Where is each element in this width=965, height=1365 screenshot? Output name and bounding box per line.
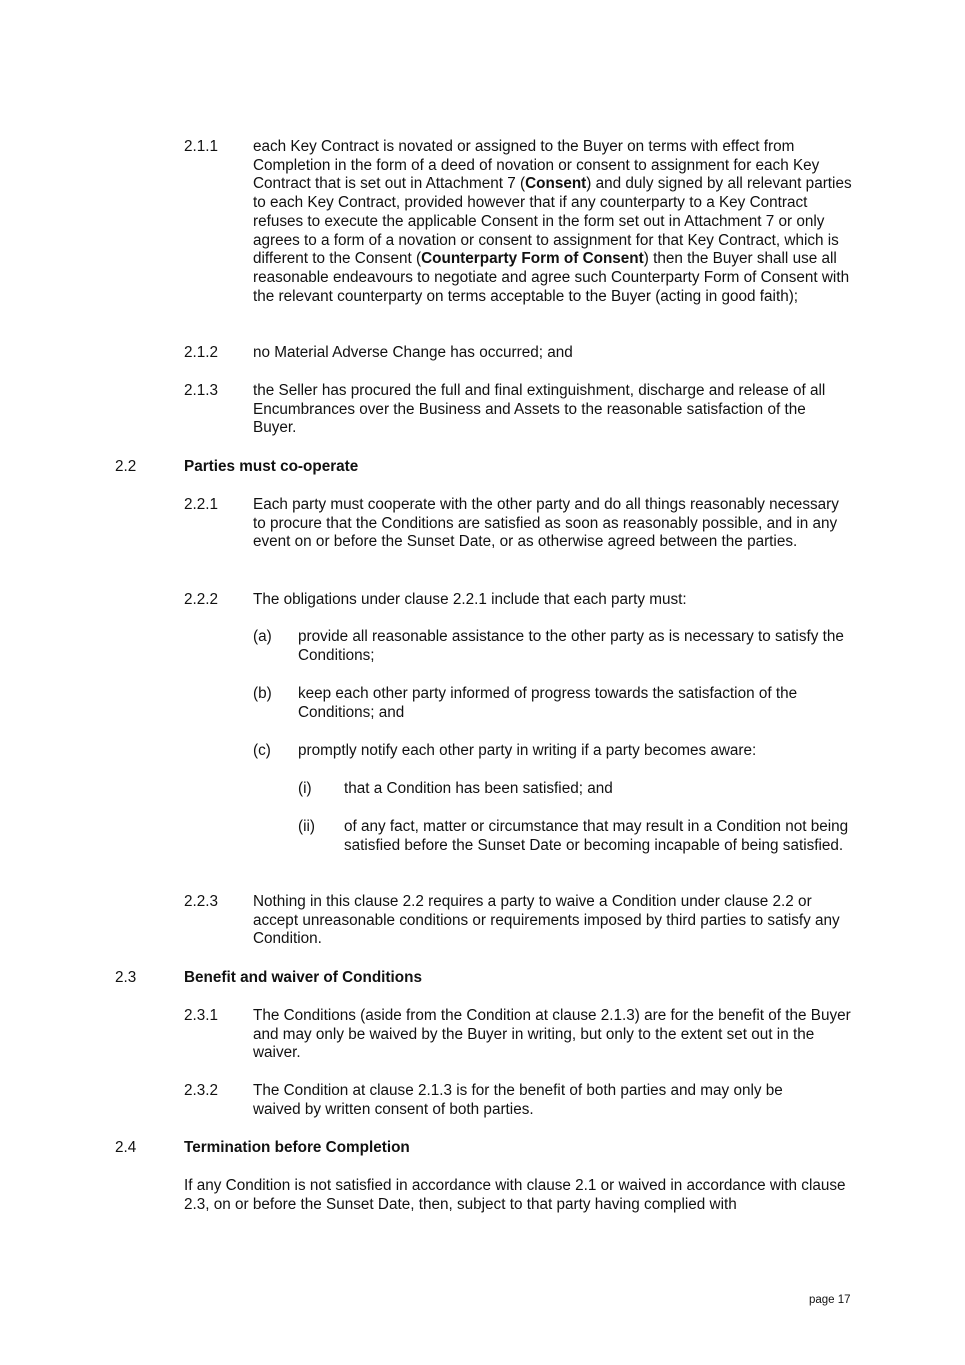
clause-2-2-2-c-i-number: (i) bbox=[298, 780, 312, 797]
clause-2-2-2-c-text: promptly notify each other party in writing if a party becomes aware: bbox=[298, 742, 757, 759]
clause-2-2-3-number: 2.2.3 bbox=[184, 893, 219, 910]
clause-2-2-2-text: The obligations under clause 2.2.1 include that each party must: bbox=[253, 591, 687, 608]
clause-2-3-2-number: 2.3.2 bbox=[184, 1082, 219, 1099]
page-number: page 17 bbox=[809, 1294, 851, 1306]
clause-2-2-2-b-text: keep each other party informed of progress towards the satisfaction of the Conditions; and bbox=[298, 685, 798, 721]
clause-2-4-paragraph: If any Condition is not satisfied in accordance with clause 2.1 or waived in accordance with clause 2.3, on or before the Sunset Date, then, subject to that party having complied with bbox=[184, 1177, 846, 1213]
clause-2-3-1-text: The Conditions (aside from the Condition at clause 2.1.3) are for the benefit of the Buyer and may only be waived by the Buyer in writing, but only to the extent set out in the waiver. bbox=[253, 1007, 851, 1062]
clause-2-4-number: 2.4 bbox=[115, 1139, 137, 1156]
clause-2-2-2-c-i-text: that a Condition has been satisfied; and bbox=[344, 780, 613, 797]
clause-2-1-1-part1: each Key Contract is novated or assigned to the Buyer on terms with effect from Completion in the form of a deed of novation or consent to assignment for each Key Contract that is set out in Attachment 7 ( bbox=[253, 138, 820, 193]
clause-2-3-1-number: 2.3.1 bbox=[184, 1007, 219, 1024]
clause-2-1-1-text bbox=[253, 138, 853, 306]
clause-2-1-1-number: 2.1.1 bbox=[184, 138, 219, 155]
clause-2-2-2-a-text: provide all reasonable assistance to the other party as is necessary to satisfy the Conditions; bbox=[298, 628, 844, 664]
clause-2-2-heading: Parties must co-operate bbox=[184, 458, 359, 475]
defined-term-consent: Consent bbox=[525, 175, 587, 193]
clause-2-2-2-c-number: (c) bbox=[253, 742, 271, 759]
clause-2-2-3-text: Nothing in this clause 2.2 requires a party to waive a Condition under clause 2.2 or accept unreasonable conditions or requirements imposed by third parties to satisfy any Condition. bbox=[253, 893, 840, 948]
clause-2-2-1-text: Each party must cooperate with the other party and do all things reasonably necessary to procure that the Conditions are satisfied as soon as reasonably possible, and in any event on or before the Sunset Date, or as otherwise agreed between the parties. bbox=[253, 496, 839, 551]
clause-2-1-3-number: 2.1.3 bbox=[184, 382, 219, 399]
clause-2-2-number: 2.2 bbox=[115, 458, 137, 475]
clause-2-1-1-part2: ) and duly signed by all relevant parties to each Key Contract, provided however that if any counterparty to a Key Contract refuses to execute the applicable Consent in the form set out in Attachment 7 or only agrees to a form of a novation or consent to assignment for that Key Contract, which is different to the Consent ( bbox=[253, 175, 852, 268]
clause-2-2-2-c-ii-text: of any fact, matter or circumstance that may result in a Condition not being satisfied before the Sunset Date or becoming incapable of being satisfied. bbox=[344, 818, 849, 854]
clause-2-1-1-part3: ) then the Buyer shall use all reasonable endeavours to negotiate and agree such Counterparty Form of Consent with the relevant counterparty on terms acceptable to the Buyer (acting in good faith); bbox=[253, 250, 850, 305]
clause-2-1-2-number: 2.1.2 bbox=[184, 344, 219, 361]
clause-2-3-2-text: The Condition at clause 2.1.3 is for the benefit of both parties and may only be waived by written consent of both parties. bbox=[253, 1082, 783, 1118]
clause-2-3-heading: Benefit and waiver of Conditions bbox=[184, 969, 422, 986]
clause-2-2-2-c-ii-number: (ii) bbox=[298, 818, 315, 835]
clause-2-2-2-number: 2.2.2 bbox=[184, 591, 219, 608]
clause-2-1-3-text: the Seller has procured the full and final extinguishment, discharge and release of all Encumbrances over the Business and Assets to the reasonable satisfaction of the Buyer. bbox=[253, 382, 826, 437]
clause-2-2-2-a-number: (a) bbox=[253, 628, 272, 645]
clause-2-4-heading: Termination before Completion bbox=[184, 1139, 410, 1156]
clause-2-2-2-b-number: (b) bbox=[253, 685, 272, 702]
clause-2-2-1-number: 2.2.1 bbox=[184, 496, 219, 513]
clause-2-3-number: 2.3 bbox=[115, 969, 137, 986]
defined-term-counterparty-form: Counterparty Form of Consent bbox=[421, 250, 644, 268]
clause-2-1-2-text: no Material Adverse Change has occurred; and bbox=[253, 344, 573, 361]
